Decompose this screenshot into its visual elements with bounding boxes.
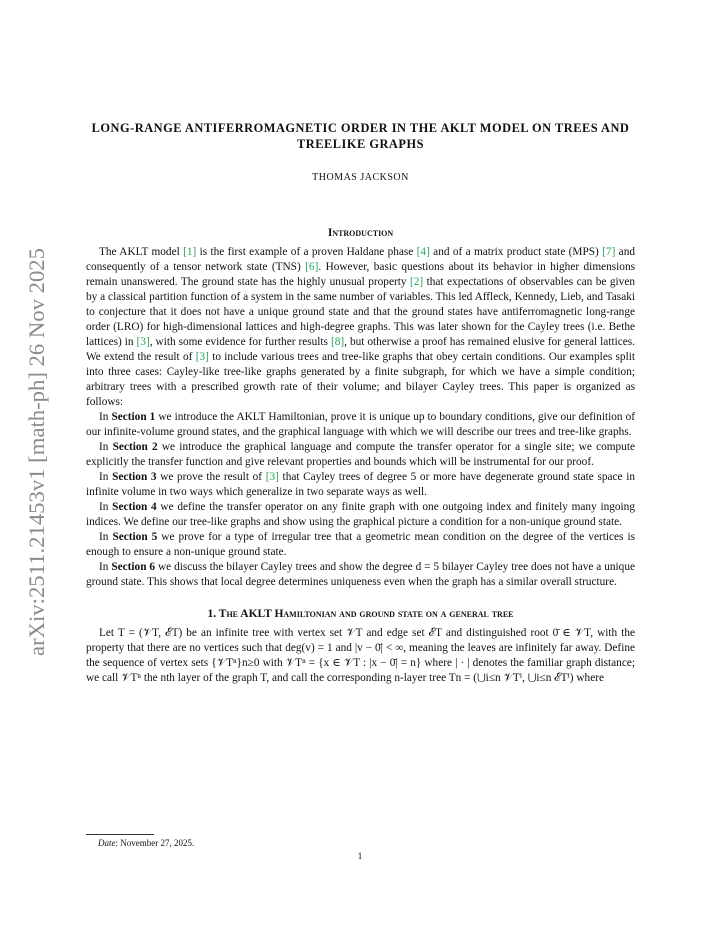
arxiv-identifier-text: arXiv:2511.21453v1 [math-ph] 26 Nov 2025 xyxy=(24,260,49,656)
author-name: THOMAS JACKSON xyxy=(312,172,409,183)
section-1-label: Section 1 xyxy=(111,411,156,423)
date-footnote: Date: November 27, 2025. xyxy=(98,838,195,848)
section-6-label: Section 6 xyxy=(111,561,156,573)
section-3-label: Section 3 xyxy=(112,471,157,483)
section-1-summary: In Section 1 we introduce the AKLT Hamiltonian, prove it is unique up to boundary conditions, give our definition of our infinite-volume ground states, and the graphical language with which we will describe our trees and tree-like graphs. xyxy=(86,411,635,438)
citation-link[interactable]: [7] xyxy=(602,246,616,258)
arxiv-identifier xyxy=(18,246,52,656)
citation-link[interactable]: [8] xyxy=(330,336,345,348)
citation-link[interactable]: [3] xyxy=(265,471,279,483)
intro-paragraph: The AKLT model [1] is the first example of a proven Haldane phase [4] and of a matrix product state (MPS) [7] and consequently of a tensor network state (TNS) [6]. However, basic questions about its behavior in higher dimensions remain unanswered. The ground state has the highly unusual property [2] that expectations of observables can be given by a classical partition function of a system in the same number of variables. This led Affleck, Kennedy, Lieb, and Tasaki to conjecture that it does not have a unique ground state and that the ground states have antiferromagnetic long-range order (LRO) for high-dimensional lattices and high-degree graphs. This was later shown for the Cayley trees (i.e. Bethe lattices) in [3], with some evidence for further results [8], but otherwise a proof has remained elusive for general lattices. We extend the result of [3] to include various trees and tree-like graphs that obey certain conditions. Our examples split into three cases: Cayley-like tree-like graphs generated by a finite subgraph, for which we have a simple condition; arbitrary trees with a prescribed growth rate of their volume; and bilayer Cayley trees. This paper is organized as follows: xyxy=(86,246,635,408)
section-1-heading: 1. The AKLT Hamiltonian and ground state on a general tree xyxy=(207,608,514,620)
section-6-summary: In Section 6 we discuss the bilayer Cayley trees and show the degree d = 5 bilayer Cayley tree does not have a unique ground state. This shows that local degree determines uniqueness even when the graph has a similar overall structure. xyxy=(86,561,635,588)
section-3-summary: In Section 3 we prove the result of [3] that Cayley trees of degree 5 or more have degenerate ground state space in infinite volume in two ways which generalize in two separate ways as well. xyxy=(86,471,635,498)
citation-link[interactable]: [3] xyxy=(195,351,209,363)
citation-link[interactable]: [2] xyxy=(409,276,424,288)
section-1-paragraph: Let T = (𝒱T, ℰT) be an infinite tree with vertex set 𝒱T and edge set ℰT and distinguished root 0̄ ∈ 𝒱T, with the property that there are no vertices such that deg(v) = 1 and |v − 0̄| < ∞, meaning the leaves are infinitely far away. Define the sequence of vertex sets {𝒱Tⁿ}n≥0 with 𝒱Tⁿ = {x ∈ 𝒱T : |x − 0̄| = n} where | · | denotes the familiar graph distance; we call 𝒱Tⁿ the nth layer of the graph T, and call the corresponding n-layer tree Tn = (⋃i≤n 𝒱Tⁱ, ⋃i≤n ℰTⁱ) where xyxy=(86,627,635,684)
introduction-heading: Introduction xyxy=(327,227,394,239)
citation-link[interactable]: [4] xyxy=(416,246,430,258)
section-2-summary: In Section 2 we introduce the graphical language and compute the transfer operator for a single site; we compute explicitly the transfer function and give relevant properties and bounds which will be instrumental for our proof. xyxy=(86,441,635,468)
section-4-label: Section 4 xyxy=(112,501,157,513)
citation-link[interactable]: [3] xyxy=(136,336,150,348)
section-5-summary: In Section 5 we prove for a type of irregular tree that a geometric mean condition on the degree of the vertices is enough to ensure a non-unique ground state. xyxy=(86,531,635,558)
paper-title: LONG-RANGE ANTIFERROMAGNETIC ORDER IN THE AKLT MODEL ON TREES AND TREELIKE GRAPHS xyxy=(91,121,630,151)
footnote-divider xyxy=(86,834,154,835)
section-5-label: Section 5 xyxy=(112,531,158,543)
page-number: 1 xyxy=(357,852,363,862)
citation-link[interactable]: [6] xyxy=(305,261,319,273)
section-2-label: Section 2 xyxy=(112,441,158,453)
paper-page xyxy=(86,120,635,686)
citation-link[interactable]: [1] xyxy=(183,246,197,258)
section-4-summary: In Section 4 we define the transfer operator on any finite graph with one outgoing index and finitely many ingoing indices. We define our tree-like graphs and show using the graphical picture a condition for a non-unique ground state. xyxy=(86,501,635,528)
